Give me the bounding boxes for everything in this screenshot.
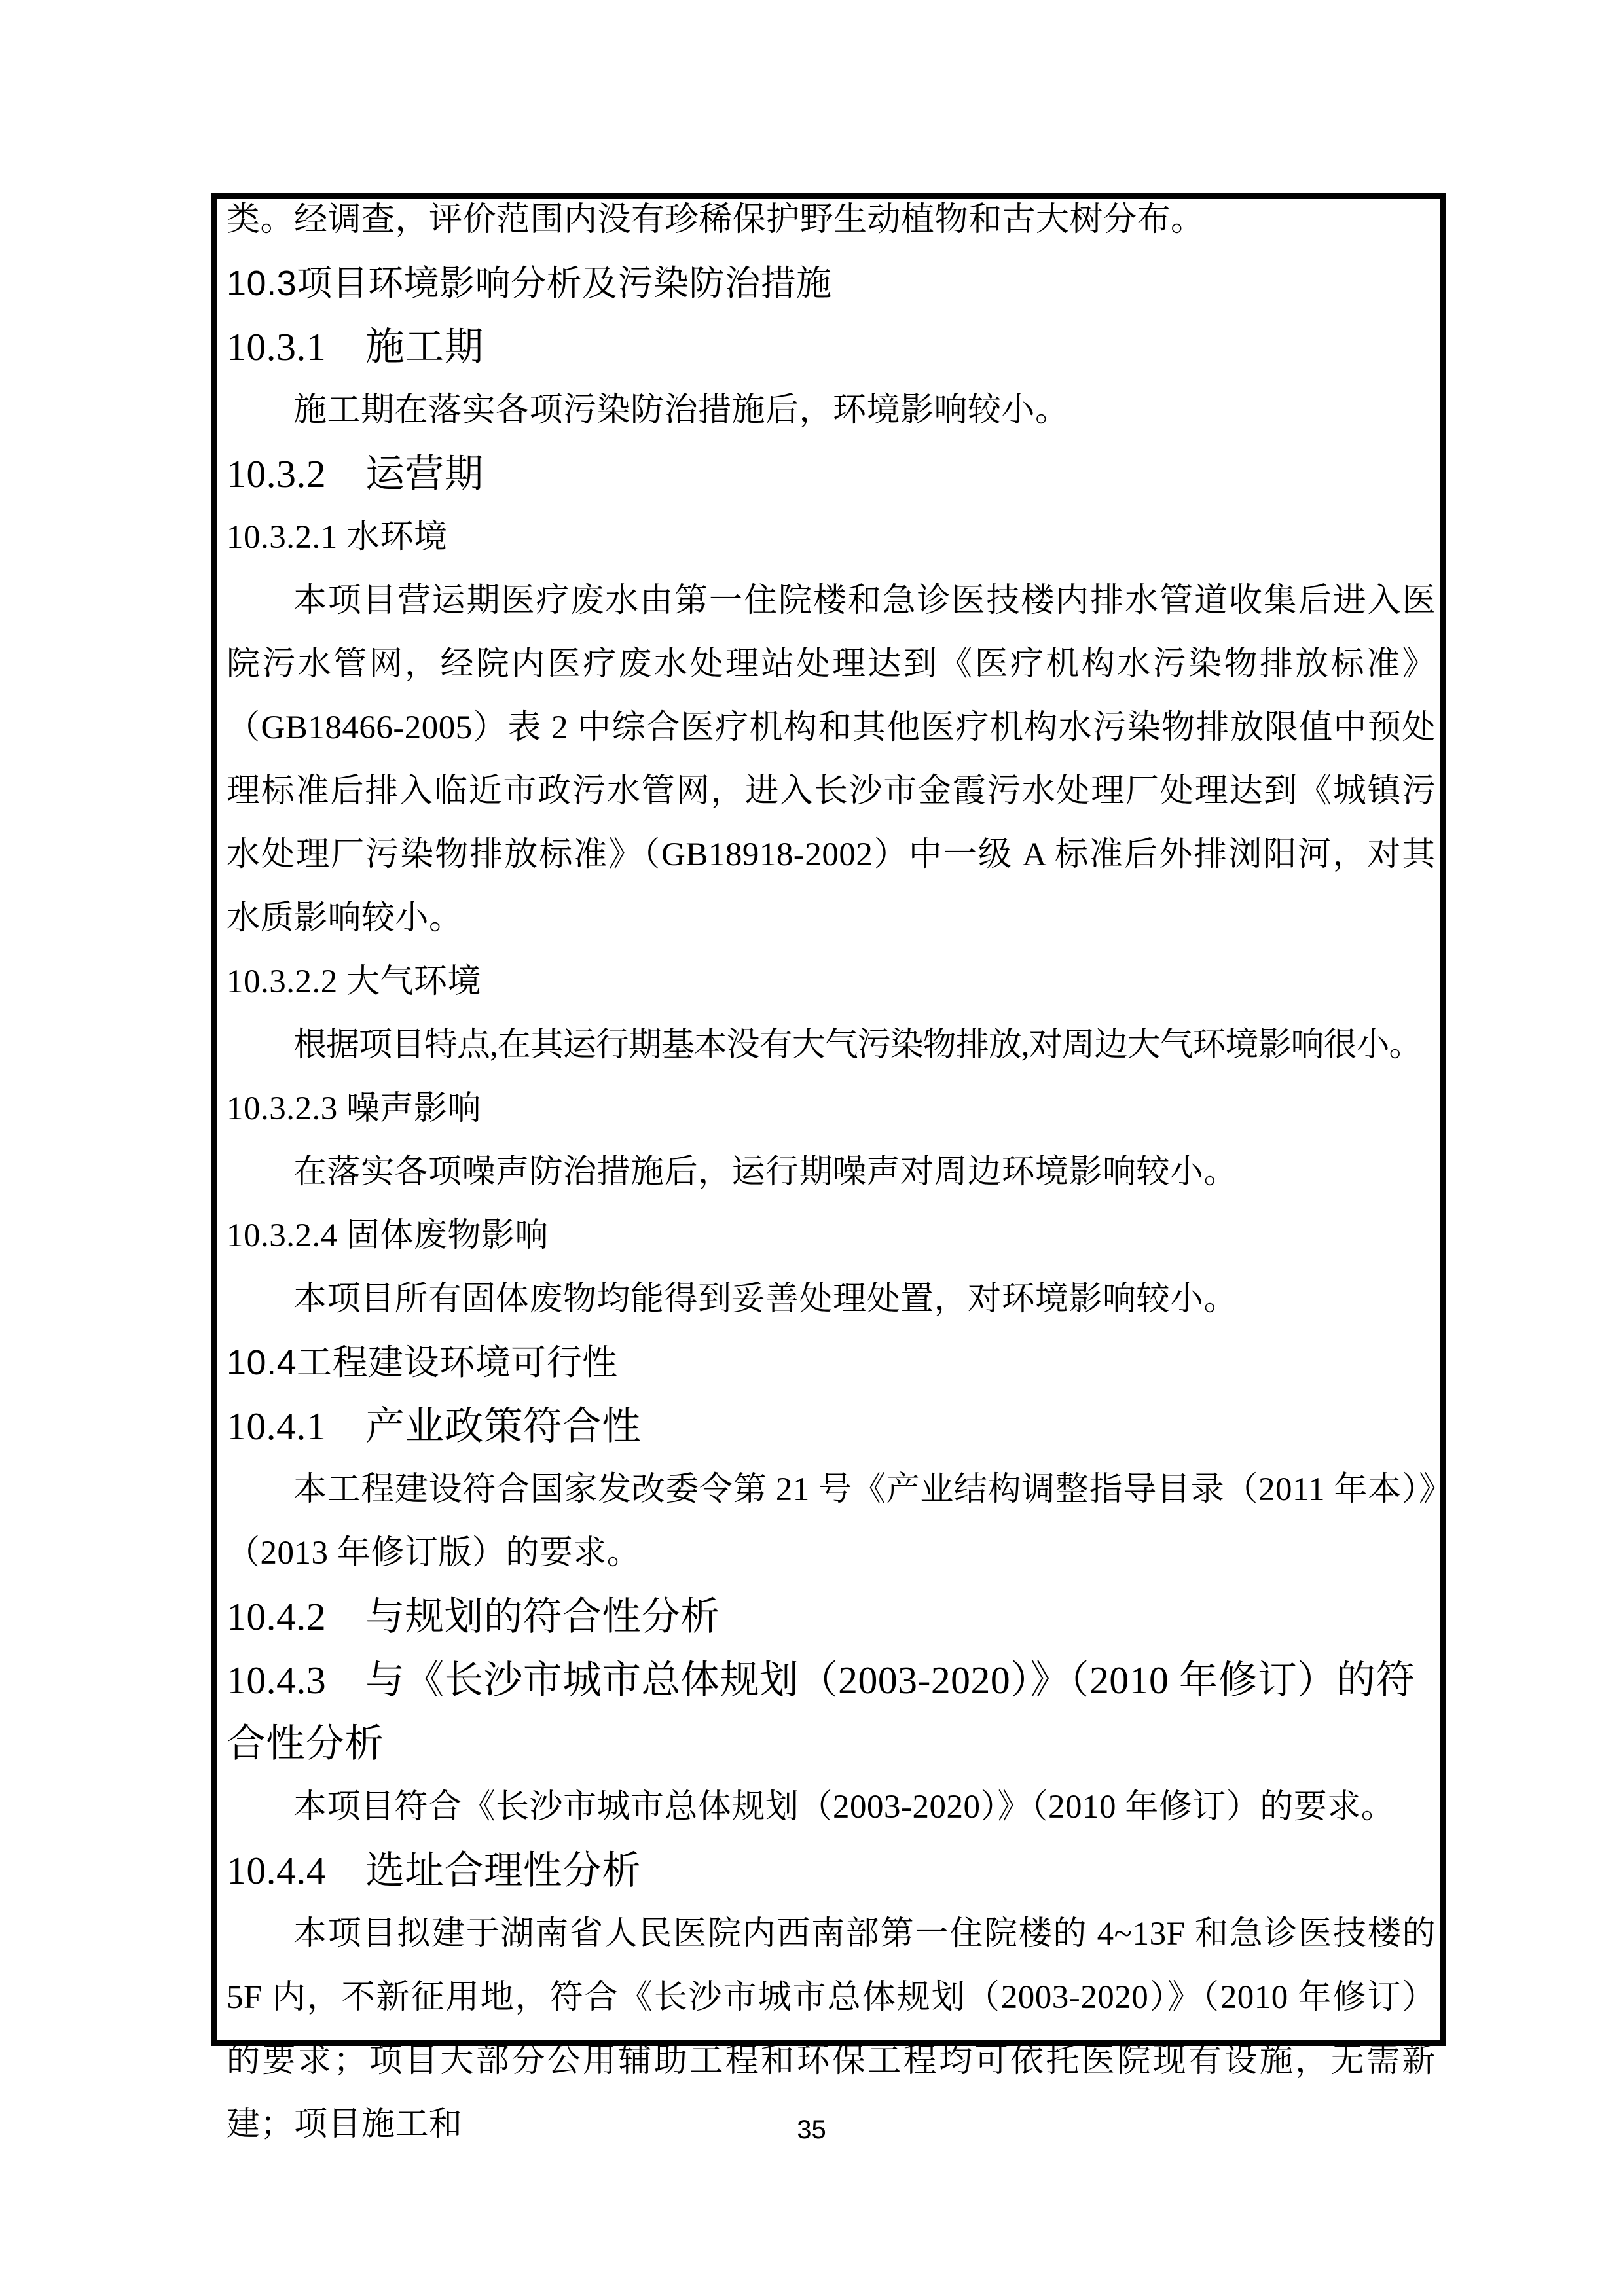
subsection-heading-10-4-1: 10.4.1 产业政策符合性 (227, 1405, 642, 1448)
subsection-heading-10-3-2-4: 10.3.2.4 固体废物影响 (227, 1217, 549, 1254)
page-number: 35 (797, 2115, 826, 2144)
subsection-heading-10-3-2-2: 10.3.2.2 大气环境 (227, 963, 482, 1000)
subsection-heading-10-4-3: 10.4.3 与《长沙市城市总体规划（2003-2020）》（2010 年修订）的符合性分析 (227, 1659, 1415, 1765)
section-heading-10-4: 10.4工程建设环境可行性 (227, 1343, 618, 1382)
subsection-heading-10-3-2-1: 10.3.2.1 水环境 (227, 519, 448, 556)
paragraph: 本项目符合《长沙市城市总体规划（2003-2020）》（2010 年修订）的要求。 (293, 1789, 1395, 1825)
paragraph: 施工期在落实各项污染防治措施后，环境影响较小。 (293, 392, 1069, 429)
paragraph: 根据项目特点,在其运行期基本没有大气污染物排放,对周边大气环境影响很小。 (293, 1027, 1422, 1064)
subsection-heading-10-3-2-3: 10.3.2.3 噪声影响 (227, 1090, 482, 1127)
paragraph-continued: 类。经调查，评价范围内没有珍稀保护野生动植物和古大树分布。 (227, 202, 1205, 238)
paragraph: 本项目所有固体废物均能得到妥善处理处置，对环境影响较小。 (293, 1281, 1238, 1318)
paragraph: 本项目营运期医疗废水由第一住院楼和急诊医技楼内排水管道收集后进入医院污水管网，经院内医疗废水处理站处理达到《医疗机构水污染物排放标准》（GB18466-2005）表 2 中综合医疗机构和其他医疗机构水污染物排放限值中预处理标准后排入临近市政污水管网，进入长沙市金霞污水处理厂处理达到《城镇污水处理厂污染物排放标准》（GB18918-2002）中一级 A 标准后外排浏阳河，对其水质影响较小。 (227, 583, 1436, 937)
subsection-heading-10-4-4: 10.4.4 选址合理性分析 (227, 1849, 642, 1892)
subsection-heading-10-3-2: 10.3.2 运营期 (227, 452, 484, 495)
paragraph: 在落实各项噪声防治措施后，运行期噪声对周边环境影响较小。 (293, 1154, 1238, 1191)
document-content (217, 188, 1445, 2157)
subsection-heading-10-3-1: 10.3.1 施工期 (227, 325, 484, 368)
paragraph: 本工程建设符合国家发改委令第 21 号《产业结构调整指导目录（2011 年本）》（2013 年修订版）的要求。 (227, 1471, 1436, 1571)
paragraph: 本项目拟建于湖南省人民医院内西南部第一住院楼的 4~13F 和急诊医技楼的 5F 内，不新征用地，符合《长沙市城市总体规划（2003-2020）》（2010 年修订）的要求；项目大部分公用辅助工程和环保工程均可依托医院现有设施，无需新建；项目施工和 (227, 1916, 1445, 2143)
subsection-heading-10-4-2: 10.4.2 与规划的符合性分析 (227, 1595, 720, 1638)
section-heading-10-3: 10.3项目环境影响分析及污染防治措施 (227, 264, 832, 303)
